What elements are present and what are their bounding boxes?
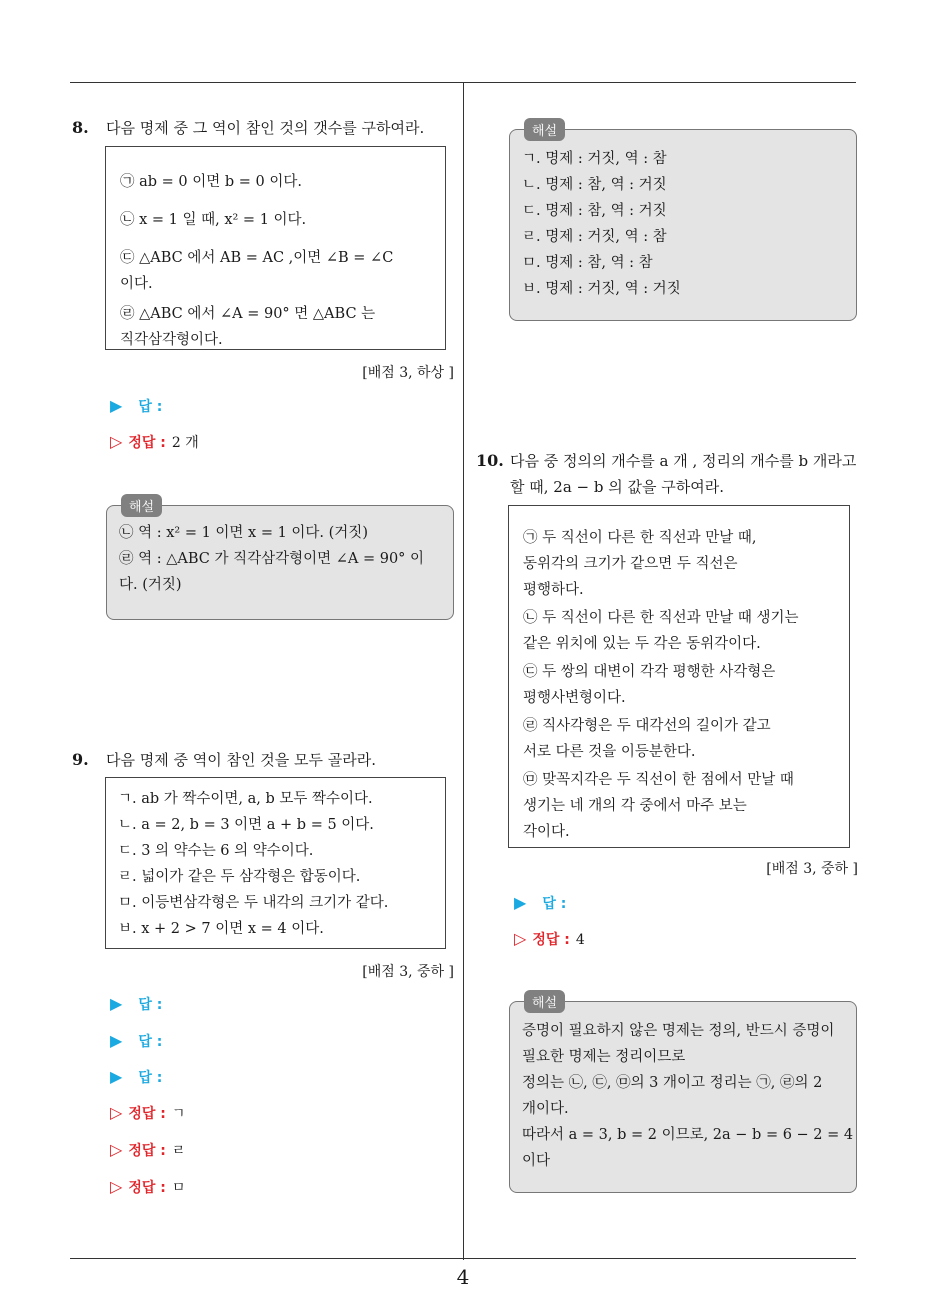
- q10-item-2: ㉡ 두 직선이 다른 한 직선과 만날 때 생기는: [523, 610, 799, 626]
- question-9-number: 9.: [72, 750, 89, 769]
- correct-label: 정답 :: [532, 932, 570, 948]
- q10-item-1c: 평행하다.: [523, 582, 584, 598]
- correct-label: 정답 :: [128, 1180, 166, 1196]
- question-10-answer-row: [514, 893, 566, 913]
- question-10-number: 10.: [476, 451, 504, 470]
- answer-arrow-icon: ▶: [110, 1031, 123, 1050]
- answer-label: 답 :: [138, 1034, 163, 1050]
- question-8-answer-row: [110, 396, 162, 416]
- answer-label: 답 :: [138, 997, 163, 1013]
- question-8-statement-box: [105, 146, 446, 350]
- question-9-correct-row-2: [110, 1140, 185, 1160]
- q8-explanation-line: ㉣ 역 : △ABC 가 직각삼각형이면 ∠A = 90° 이: [119, 551, 425, 567]
- q10-item-2b: 같은 위치에 있는 두 각은 동위각이다.: [523, 636, 761, 652]
- correct-value: ㄹ: [171, 1143, 186, 1159]
- correct-arrow-icon: ▷: [110, 1140, 123, 1159]
- answer-arrow-icon: ▶: [110, 396, 123, 415]
- bottom-rule: [70, 1258, 856, 1259]
- q9-item: ㅁ. 이등변삼각형은 두 내각의 크기가 같다.: [118, 895, 389, 911]
- correct-arrow-icon: ▷: [110, 432, 123, 451]
- correct-label: 정답 :: [128, 435, 166, 451]
- q10-item-1b: 동위각의 크기가 같으면 두 직선은: [523, 556, 738, 572]
- q10-item-5: ㉤ 맞꼭지각은 두 직선이 한 점에서 만날 때: [523, 772, 794, 788]
- correct-label: 정답 :: [128, 1106, 166, 1122]
- page-number: 4: [456, 1265, 470, 1289]
- correct-arrow-icon: ▷: [110, 1103, 123, 1122]
- question-10-score: [배점 3, 중하 ]: [766, 861, 858, 877]
- column-divider: [463, 82, 464, 1260]
- answer-label: 답 :: [138, 399, 163, 415]
- q10-explanation-line: 이다: [522, 1153, 551, 1169]
- q9-item: ㄱ. ab 가 짝수이면, a, b 모두 짝수이다.: [118, 791, 373, 807]
- question-8-explanation: [106, 500, 454, 620]
- q10-item-1: ㉠ 두 직선이 다른 한 직선과 만날 때,: [523, 530, 757, 546]
- q9-explanation-line: ㄹ. 명제 : 거짓, 역 : 참: [522, 229, 667, 245]
- correct-arrow-icon: ▷: [110, 1177, 123, 1196]
- correct-label: 정답 :: [128, 1143, 166, 1159]
- correct-value: 2 개: [171, 435, 199, 451]
- answer-label: 답 :: [542, 896, 567, 912]
- q9-explanation-line: ㅁ. 명제 : 참, 역 : 참: [522, 255, 653, 271]
- question-10-statement-box: [508, 505, 850, 848]
- q8-item-2: ㉡ x = 1 일 때, x² = 1 이다.: [120, 212, 307, 228]
- q9-item: ㄹ. 넓이가 같은 두 삼각형은 합동이다.: [118, 869, 361, 885]
- explanation-tag: 해설: [121, 494, 162, 517]
- q10-item-3b: 평행사변형이다.: [523, 690, 626, 706]
- q10-item-4: ㉣ 직사각형은 두 대각선의 길이가 같고: [523, 718, 771, 734]
- question-9-statement-box: [105, 777, 446, 949]
- question-9-text: 다음 명제 중 역이 참인 것을 모두 골라라.: [106, 751, 376, 769]
- question-9-score: [배점 3, 중하 ]: [362, 964, 454, 980]
- q10-explanation-line: 개이다.: [522, 1101, 569, 1117]
- q8-explanation-line: 다. (거짓): [119, 577, 182, 593]
- correct-value: 4: [575, 932, 585, 948]
- question-8-correct-row: [110, 432, 199, 452]
- q9-explanation-line: ㄴ. 명제 : 참, 역 : 거짓: [522, 177, 667, 193]
- question-9-answer-row-1: [110, 994, 162, 1014]
- q9-explanation-line: ㄱ. 명제 : 거짓, 역 : 참: [522, 151, 667, 167]
- answer-arrow-icon: ▶: [110, 994, 123, 1013]
- q10-explanation-line: 따라서 a = 3, b = 2 이므로, 2a − b = 6 − 2 = 4: [522, 1127, 854, 1143]
- q9-item: ㄴ. a = 2, b = 3 이면 a + b = 5 이다.: [118, 817, 374, 833]
- q10-item-5c: 각이다.: [523, 824, 570, 840]
- q9-item: ㅂ. x + 2 > 7 이면 x = 4 이다.: [118, 921, 324, 937]
- q10-explanation-line: 필요한 명제는 정리이므로: [522, 1049, 686, 1065]
- explanation-tag: 해설: [524, 118, 565, 141]
- q8-item-3b: 이다.: [120, 276, 153, 292]
- question-9-correct-row-3: [110, 1177, 185, 1197]
- q8-explanation-line: ㉡ 역 : x² = 1 이면 x = 1 이다. (거짓): [119, 525, 368, 541]
- q10-explanation-line: 정의는 ㉡, ㉢, ㉤의 3 개이고 정리는 ㉠, ㉣의 2: [522, 1075, 823, 1091]
- explanation-tag: 해설: [524, 990, 565, 1013]
- q10-item-5b: 생기는 네 개의 각 중에서 마주 보는: [523, 798, 747, 814]
- correct-value: ㅁ: [171, 1180, 186, 1196]
- question-10-correct-row: [514, 929, 585, 949]
- q9-explanation-line: ㄷ. 명제 : 참, 역 : 거짓: [522, 203, 667, 219]
- q10-item-3: ㉢ 두 쌍의 대변이 각각 평행한 사각형은: [523, 664, 776, 680]
- q8-item-3: ㉢ △ABC 에서 AB = AC ,이면 ∠B = ∠C: [120, 250, 394, 266]
- q10-item-4b: 서로 다른 것을 이등분한다.: [523, 744, 696, 760]
- q8-item-4: ㉣ △ABC 에서 ∠A = 90° 면 △ABC 는: [120, 306, 376, 322]
- question-10-text-line: 할 때, 2a − b 의 값을 구하여라.: [510, 478, 724, 496]
- question-8-number: 8.: [72, 118, 89, 137]
- question-8-score: [배점 3, 하상 ]: [362, 365, 454, 381]
- question-10-explanation: [509, 996, 857, 1193]
- question-10-text-line: 다음 중 정의의 개수를 a 개 , 정리의 개수를 b 개라고: [510, 452, 857, 470]
- q9-explanation-line: ㅂ. 명제 : 거짓, 역 : 거짓: [522, 281, 681, 297]
- answer-arrow-icon: ▶: [514, 893, 527, 912]
- answer-arrow-icon: ▶: [110, 1067, 123, 1086]
- q8-item-1: ㉠ ab = 0 이면 b = 0 이다.: [120, 174, 302, 190]
- question-8-text: 다음 명제 중 그 역이 참인 것의 갯수를 구하여라.: [106, 119, 425, 137]
- correct-value: ㄱ: [171, 1106, 186, 1122]
- q8-item-4b: 직각삼각형이다.: [120, 332, 223, 348]
- question-9-answer-row-3: [110, 1067, 162, 1087]
- q10-explanation-line: 증명이 필요하지 않은 명제는 정의, 반드시 증명이: [522, 1023, 835, 1039]
- question-9-correct-row-1: [110, 1103, 185, 1123]
- question-9-answer-row-2: [110, 1031, 162, 1051]
- question-9-explanation: [509, 124, 857, 321]
- q9-item: ㄷ. 3 의 약수는 6 의 약수이다.: [118, 843, 314, 859]
- correct-arrow-icon: ▷: [514, 929, 527, 948]
- question-10-text: [510, 448, 856, 500]
- answer-label: 답 :: [138, 1070, 163, 1086]
